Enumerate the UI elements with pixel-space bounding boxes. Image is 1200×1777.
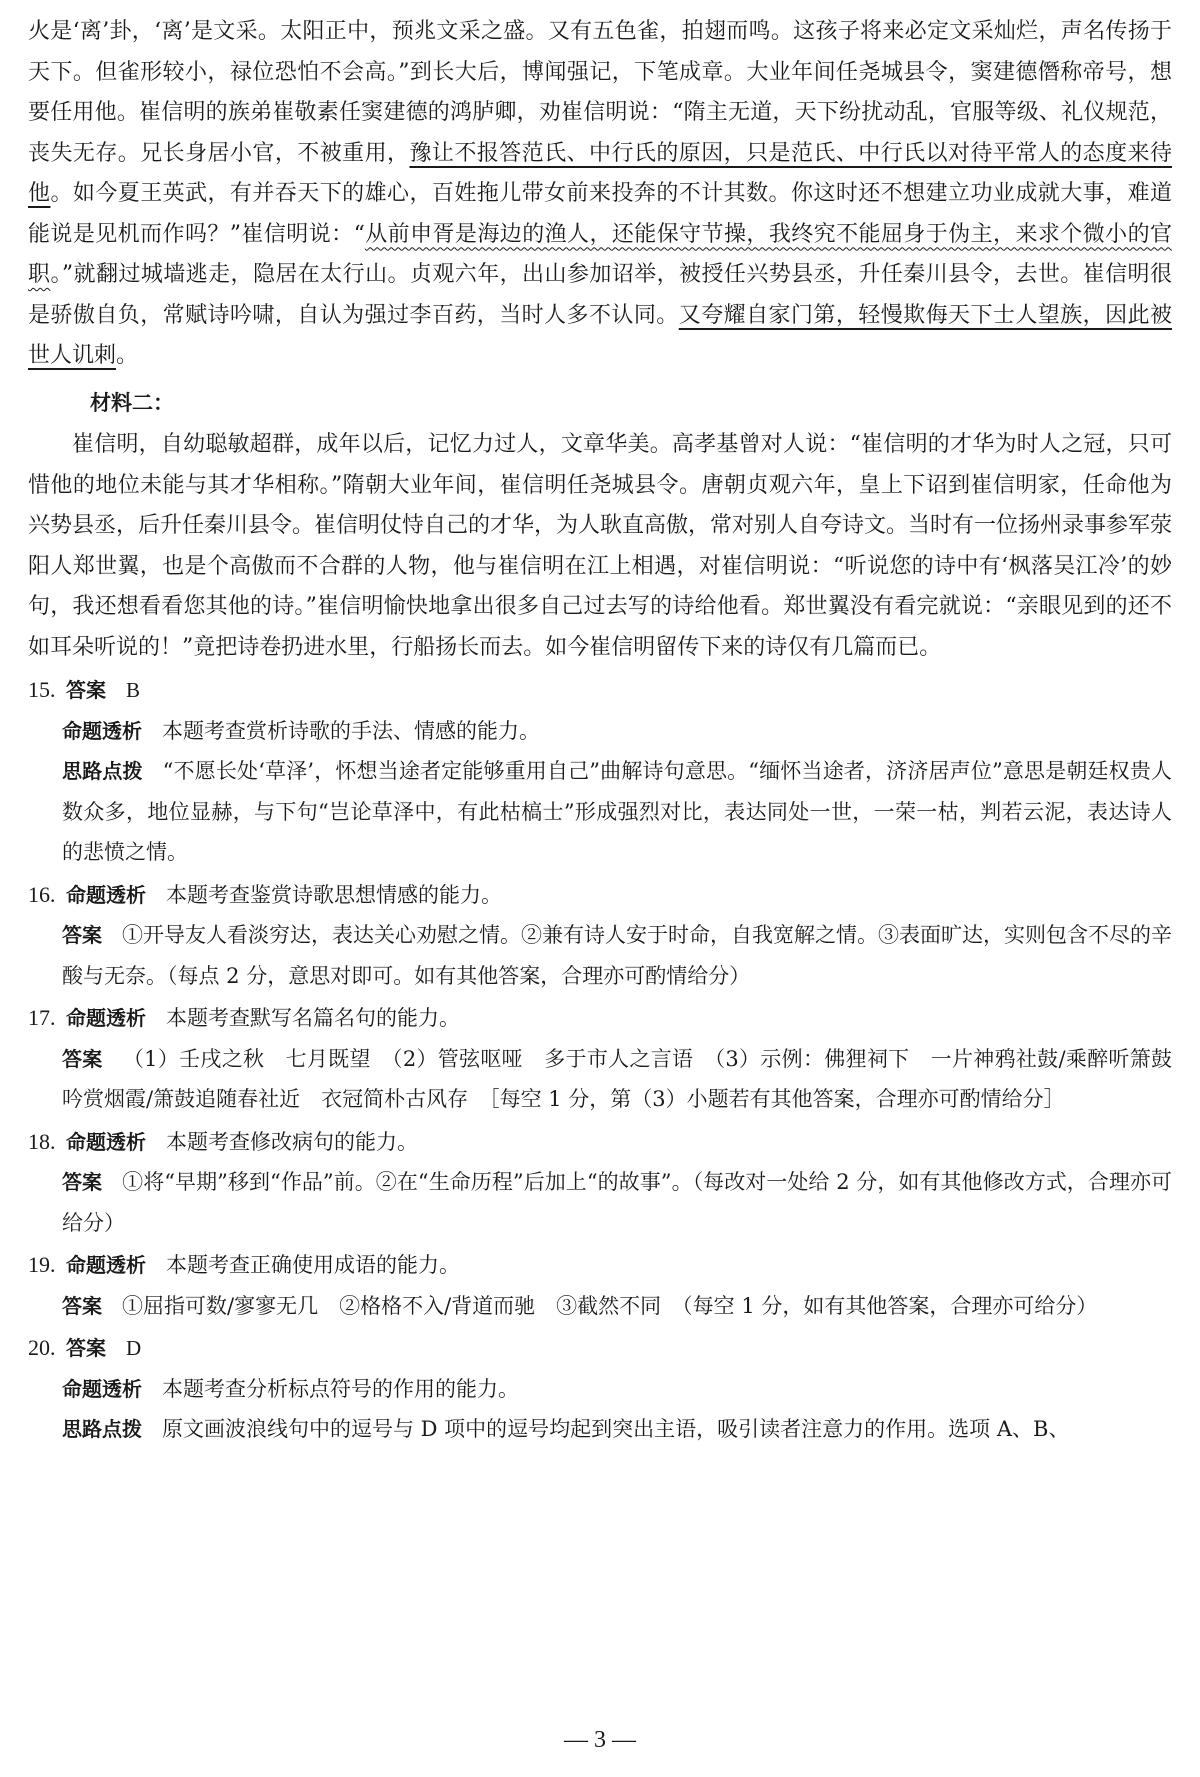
analysis-text: 本题考查鉴赏诗歌思想情感的能力。 <box>166 882 502 907</box>
wavy-underlined-sentence: 从前申胥是海边的渔人，还能保守节操，我终究不能屈身于伪主，来求个微小的官职 <box>28 221 1172 287</box>
underlined-sentence: 豫让不报答范氏、中行氏的原因，只是范氏、中行氏以对待平常人的态度来待他 <box>28 140 1172 206</box>
answer-label: 答案 <box>66 678 106 702</box>
analysis-label: 命题透析 <box>62 1376 142 1401</box>
question-19 <box>28 1245 1172 1326</box>
answer-text: （1）壬戌之秋 七月既望 （2）管弦呕哑 多于市人之言语 （3）示例：佛狸祠下 一片神鸦社鼓/乘醉听箫鼓 吟赏烟霞/箫鼓追随春社近 衣冠简朴古风存 ［每空 1 分，第（3）小题若有其他答案，合理亦可酌情给分］ <box>62 1046 1194 1111</box>
analysis-label: 命题透析 <box>66 1129 146 1154</box>
hint-text: 原文画波浪线句中的逗号与 D 项中的逗号均起到突出主语，吸引读者注意力的作用。选项 A、B、 <box>162 1417 1070 1441</box>
answer-label: 答案 <box>62 923 102 947</box>
answer-label: 答案 <box>62 1046 103 1071</box>
question-15 <box>28 670 1172 873</box>
answer-label: 答案 <box>62 1170 103 1194</box>
question-number: 16. <box>28 881 56 907</box>
answer-value: D <box>126 1336 142 1360</box>
material1-paragraph <box>28 12 1172 377</box>
analysis-text: 本题考查默写名篇名句的能力。 <box>166 1006 460 1030</box>
analysis-text: 本题考查赏析诗歌的手法、情感的能力。 <box>162 718 540 743</box>
question-number: 20. <box>28 1335 56 1360</box>
hint-label: 思路点拨 <box>62 759 143 783</box>
question-number: 19. <box>28 1252 56 1277</box>
answer-value: B <box>126 678 141 702</box>
analysis-label: 命题透析 <box>66 882 146 907</box>
answer-label: 答案 <box>62 1293 102 1318</box>
question-number: 15. <box>28 677 56 702</box>
text-run: 。 <box>116 343 139 368</box>
question-18 <box>28 1122 1172 1244</box>
material2-paragraph: 崔信明，自幼聪敏超群，成年以后，记忆力过人，文章华美。高孝基曾对人说：“崔信明的才华为时人之冠，只可惜他的地位未能与其才华相称。”隋朝大业年间，崔信明任尧城县令。唐朝贞观六年，皇上下诏到崔信明家，任命他为兴势县丞，后升任秦川县令。崔信明仗恃自己的才华，为人耿直高傲，常对别人自夸诗文。当时有一位扬州录事参军荥阳人郑世翼，也是个高傲而不合群的人物，他与崔信明在江上相遇，对崔信明说：“听说您的诗中有‘枫落吴江冷’的妙句，我还想看看您其他的诗。”崔信明愉快地拿出很多自己过去写的诗给他看。郑世翼没有看完就说：“亲眼见到的还不如耳朵听说的！”竟把诗卷扔进水里，行船扬长而去。如今崔信明留传下来的诗仅有几篇而已。 <box>28 432 1173 660</box>
underlined-sentence: 又夸耀自家门第，轻慢欺侮天下士人望族，因此被世人讥刺 <box>28 302 1172 368</box>
question-number: 18. <box>28 1128 56 1154</box>
question-number: 17. <box>28 1005 56 1030</box>
question-17 <box>28 998 1194 1120</box>
material2-title: 材料二： <box>90 390 174 415</box>
text-run: 。如今夏王英武，有并吞天下的雄心，百姓拖儿带女前来投奔的不计其数。你这时还不想建立功业成就大事，难道能说是见机而作吗？”崔信明说：“ <box>28 181 1172 247</box>
hint-label: 思路点拨 <box>62 1417 142 1441</box>
analysis-label: 命题透析 <box>66 1253 146 1277</box>
answer-text: ①屈指可数/寥寥无几 ②格格不入/背道而驰 ③截然不同 （每空 1 分，如有其他答案，合理亦可给分） <box>122 1293 1098 1318</box>
analysis-text: 本题考查正确使用成语的能力。 <box>166 1253 460 1277</box>
answer-text: ①开导友人看淡穷达，表达关心劝慰之情。②兼有诗人安于时命，自我宽解之情。③表面旷达，实则包含不尽的辛酸与无奈。（每点 2 分，意思对即可。如有其他答案，合理亦可酌情给分） <box>62 923 1172 988</box>
analysis-label: 命题透析 <box>62 718 142 743</box>
question-20 <box>28 1328 1172 1450</box>
question-16 <box>28 875 1172 997</box>
answer-text: ①将“早期”移到“作品”前。②在“生命历程”后加上“的故事”。（每改对一处给 2 分，如有其他修改方式，合理亦可给分） <box>62 1170 1172 1235</box>
analysis-text: 本题考查修改病句的能力。 <box>166 1129 418 1154</box>
text-run: 。”就翻过城墙逃走，隐居在太行山。贞观六年，出山参加诏举，被授任兴势县丞，升任秦川县令，去世。崔信明很是骄傲自负，常赋诗吟啸，自认为强过李百药，当时人多不认同。 <box>28 262 1172 328</box>
page-number: — 3 — <box>564 1727 636 1753</box>
answer-label: 答案 <box>66 1336 106 1360</box>
analysis-text: 本题考查分析标点符号的作用的能力。 <box>162 1376 519 1401</box>
analysis-label: 命题透析 <box>66 1006 146 1030</box>
text-run: 火是‘离’卦，‘离’是文采。太阳正中，预兆文采之盛。又有五色雀，拍翅而鸣。这孩子将来必定文采灿烂，声名传扬于天下。但雀形较小，禄位恐怕不会高。”到长大后，博闻强记，下笔成章。大业年间任尧城县令，窦建德僭称帝号，想要任用他。崔信明的族弟崔敬素任窦建德的鸿胪卿，劝崔信明说：“隋主无道，天下纷扰动乱，官服等级、礼仪规范，丧失无存。兄长身居小官，不被重用， <box>28 19 1172 166</box>
hint-text: “不愿长处‘草泽’，怀想当途者定能够重用自己”曲解诗句意思。“缅怀当途者，济济居声位”意思是朝廷权贵人数众多，地位显赫，与下句“岂论草泽中，有此枯槁士”形成强烈对比，表达同处一世，一荣一枯，判若云泥，表达诗人的悲愤之情。 <box>62 759 1173 864</box>
